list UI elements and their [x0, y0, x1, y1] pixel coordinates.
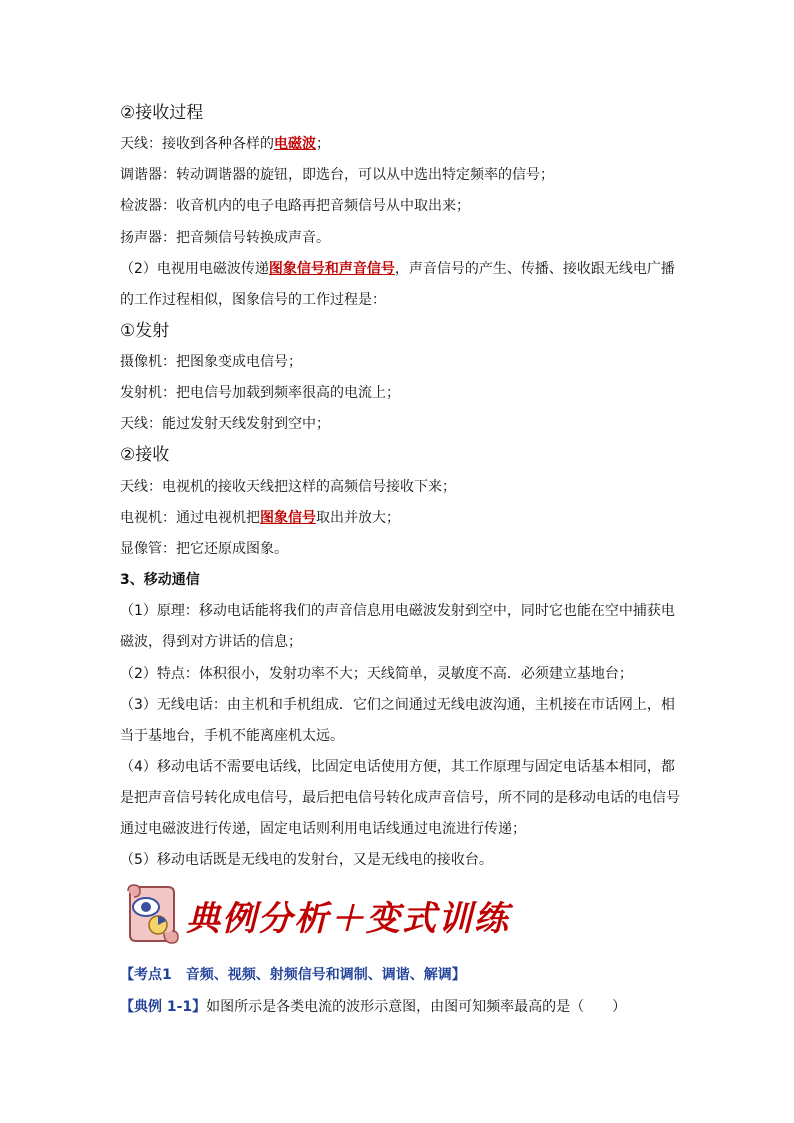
mobile-p4-line1: （4）移动电话不需要电话线，比固定电话使用方便，其工作原理与固定电话基本相同，都 [120, 759, 675, 775]
tv-intro-line2: 的工作过程相似，图象信号的工作过程是： [120, 292, 386, 308]
mobile-p2: （2）特点：体积很小，发射功率不大；天线简单，灵敏度不高．必须建立基地台； [120, 666, 633, 682]
scroll-eye-icon [124, 885, 510, 945]
tv-transmitter-line: 发射机：把电信号加载到频率很高的电流上； [120, 385, 400, 401]
recv-speaker-line: 扬声器：把音频信号转换成声音。 [120, 230, 330, 246]
tv-set-line: 电视机：通过电视机把图象信号取出并放大； [120, 510, 400, 526]
recv-heading: ②接收过程 [120, 103, 204, 123]
kaodian-title: 【考点1 音频、视频、射频信号和调制、调谐、解调】 [120, 967, 466, 983]
banner-title: 典例分析＋变式训练 [186, 899, 510, 939]
mobile-p4-line2: 是把声音信号转化成电信号，最后把电信号转化成声音信号，所不同的是移动电话的电信号 [120, 790, 680, 806]
tv-antenna-emit-line: 天线：能过发射天线发射到空中； [120, 416, 330, 432]
recv-detector-line: 检波器：收音机内的电子电路再把音频信号从中取出来； [120, 198, 470, 214]
mobile-p3-line2: 当于基地台，手机不能离座机太远。 [120, 728, 344, 744]
mobile-p1-line2: 磁波，得到对方讲话的信息； [120, 634, 302, 650]
recv-tuner-line: 调谐器：转动调谐器的旋钮，即选台，可以从中选出特定频率的信号； [120, 167, 554, 183]
mobile-p4-line3: 通过电磁波进行传递，固定电话则利用电话线通过电流进行传递； [120, 821, 526, 837]
tv-camera-line: 摄像机：把图象变成电信号； [120, 354, 302, 370]
example-tag: 【典例 1-1】 [120, 999, 207, 1015]
mobile-p3-line1: （3）无线电话：由主机和手机组成．它们之间通过无线电波沟通，主机接在市话网上，相 [120, 697, 675, 713]
highlight-image-sound: 图象信号和声音信号 [268, 261, 395, 277]
section-banner [124, 885, 510, 945]
mobile-p5: （5）移动电话既是无线电的发射台，又是无线电的接收台。 [120, 852, 493, 868]
tv-intro-line1: （2）电视用电磁波传递图象信号和声音信号，声音信号的产生、传播、接收跟无线电广播 [120, 261, 675, 277]
tv-antenna-recv-line: 天线：电视机的接收天线把这样的高频信号接收下来； [120, 479, 456, 495]
mobile-p1-line1: （1）原理：移动电话能将我们的声音信息用电磁波发射到空中，同时它也能在空中捕获电 [120, 603, 675, 619]
tv-emit-heading: ①发射 [120, 321, 170, 341]
highlight-image-signal: 图象信号 [260, 510, 316, 526]
mobile-heading: 3、移动通信 [120, 572, 200, 588]
tv-recv-heading: ②接收 [120, 445, 170, 465]
tv-crt-line: 显像管：把它还原成图象。 [120, 541, 288, 557]
example-question [120, 997, 626, 1017]
example-text: 如图所示是各类电流的波形示意图，由图可知频率最高的是（ ） [206, 999, 627, 1015]
highlight-em-wave: 电磁波 [274, 136, 316, 152]
recv-antenna-line: 天线：接收到各种各样的电磁波； [120, 136, 330, 152]
